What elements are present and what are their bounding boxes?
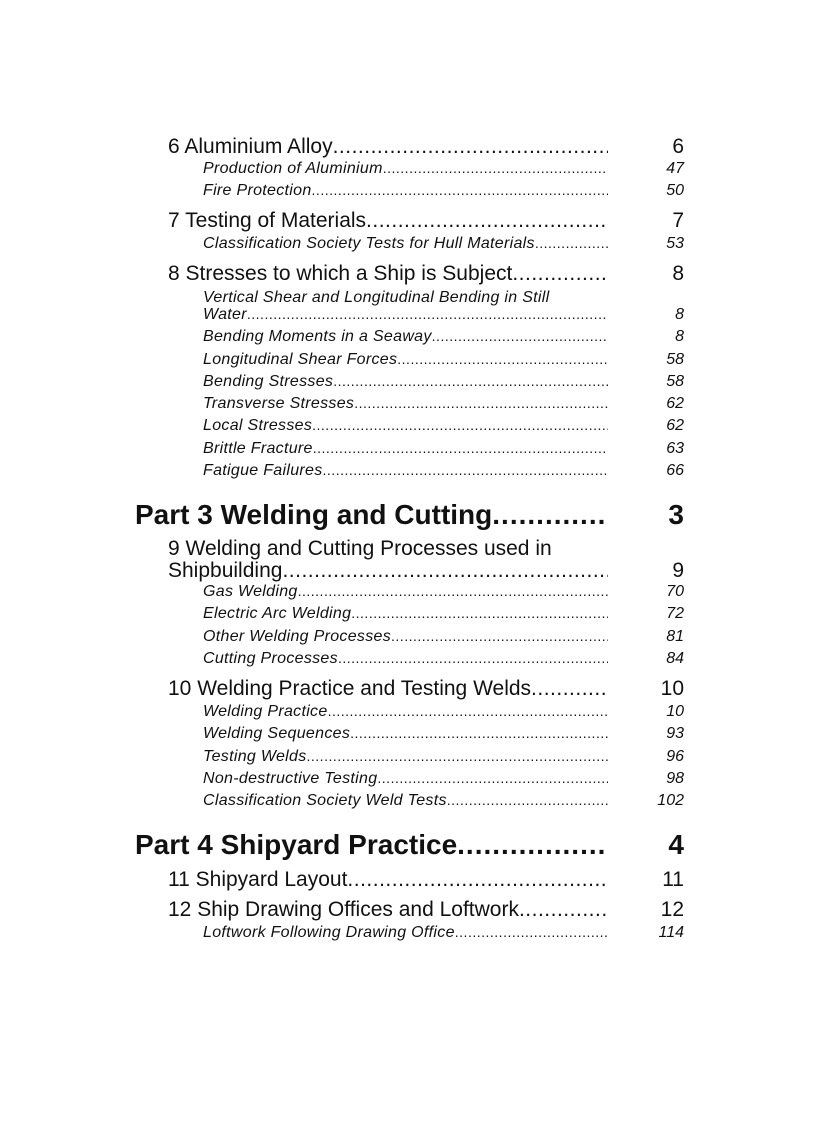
toc-section[interactable] xyxy=(203,328,608,346)
section-page-number: 72 xyxy=(666,605,684,622)
dot-leader xyxy=(492,499,608,531)
chapter-page-number: 9 xyxy=(672,559,684,582)
section-title: Fatigue Failures xyxy=(203,462,323,479)
section-title: Welding Sequences xyxy=(203,725,351,742)
toc-section[interactable] xyxy=(203,703,608,721)
toc-chapter-6[interactable] xyxy=(168,135,608,159)
dot-leader xyxy=(531,677,608,701)
toc-section[interactable] xyxy=(203,306,608,324)
chapter-page-number: 6 xyxy=(672,135,684,158)
dot-leader xyxy=(307,748,608,764)
section-page-number: 70 xyxy=(666,583,684,600)
toc-section[interactable] xyxy=(203,373,608,391)
section-page-number: 8 xyxy=(675,306,684,323)
toc-chapter-11[interactable] xyxy=(168,868,608,892)
toc-section[interactable] xyxy=(203,462,608,480)
toc-section[interactable] xyxy=(203,628,608,646)
chapter-title: Shipbuilding xyxy=(168,559,283,582)
section-title: Brittle Fracture xyxy=(203,440,313,457)
part-page-number: 4 xyxy=(668,829,684,860)
dot-leader xyxy=(377,770,608,786)
part-title: Part 4 Shipyard Practice xyxy=(135,829,458,860)
dot-leader xyxy=(313,440,608,456)
toc-section[interactable] xyxy=(203,395,608,413)
toc-chapter-7[interactable] xyxy=(168,209,608,233)
section-title: Other Welding Processes xyxy=(203,628,392,645)
section-page-number: 81 xyxy=(666,628,684,645)
section-title: Longitudinal Shear Forces xyxy=(203,351,398,368)
toc-part-3[interactable] xyxy=(135,499,608,531)
chapter-page-number: 8 xyxy=(672,262,684,285)
toc-section[interactable] xyxy=(203,792,608,810)
dot-leader xyxy=(247,306,608,322)
part-page-number: 3 xyxy=(668,499,684,530)
toc-section[interactable] xyxy=(203,725,608,743)
dot-leader xyxy=(457,829,608,861)
chapter-title: 8 Stresses to which a Ship is Subject xyxy=(168,262,513,285)
part-title: Part 3 Welding and Cutting xyxy=(135,499,493,530)
section-page-number: 96 xyxy=(666,748,684,765)
toc-section[interactable] xyxy=(203,748,608,766)
section-title: Testing Welds xyxy=(203,748,307,765)
section-title: Local Stresses xyxy=(203,417,313,434)
chapter-page-number: 10 xyxy=(660,677,684,700)
toc-section[interactable] xyxy=(203,440,608,458)
toc-section[interactable] xyxy=(203,351,608,369)
dot-leader xyxy=(535,235,608,251)
dot-leader xyxy=(350,725,608,741)
section-page-number: 102 xyxy=(657,792,684,809)
section-title: Gas Welding xyxy=(203,583,298,600)
section-page-number: 98 xyxy=(666,770,684,787)
section-page-number: 62 xyxy=(666,417,684,434)
toc-section[interactable] xyxy=(203,924,608,942)
dot-leader xyxy=(333,135,608,159)
chapter-title: 7 Testing of Materials xyxy=(168,209,367,232)
dot-leader xyxy=(338,650,608,666)
section-title: Production of Aluminium xyxy=(203,160,383,177)
toc-section[interactable] xyxy=(203,605,608,623)
toc-chapter-10[interactable] xyxy=(168,677,608,701)
section-title: Classification Society Tests for Hull Materials xyxy=(203,235,535,252)
section-page-number: 10 xyxy=(666,703,684,720)
toc-section[interactable] xyxy=(203,770,608,788)
toc-section[interactable] xyxy=(203,583,608,601)
dot-leader xyxy=(455,924,608,940)
section-title-line: Vertical Shear and Longitudinal Bending in Still xyxy=(203,289,550,306)
dot-leader xyxy=(351,605,608,621)
toc-section[interactable] xyxy=(203,235,608,253)
dot-leader xyxy=(328,703,608,719)
toc-section[interactable] xyxy=(203,650,608,668)
section-title: Welding Practice xyxy=(203,703,328,720)
toc-part-4[interactable] xyxy=(135,829,608,861)
dot-leader xyxy=(512,262,608,286)
chapter-title: 6 Aluminium Alloy xyxy=(168,135,333,158)
section-page-number: 63 xyxy=(666,440,684,457)
dot-leader xyxy=(391,628,608,644)
section-page-number: 8 xyxy=(675,328,684,345)
chapter-page-number: 12 xyxy=(660,898,684,921)
chapter-page-number: 7 xyxy=(672,209,684,232)
dot-leader xyxy=(312,182,608,198)
dot-leader xyxy=(312,417,608,433)
section-page-number: 114 xyxy=(658,924,684,941)
section-page-number: 58 xyxy=(666,373,684,390)
dot-leader xyxy=(354,395,608,411)
section-title: Electric Arc Welding xyxy=(203,605,352,622)
dot-leader xyxy=(432,328,608,344)
toc-chapter-9[interactable] xyxy=(168,559,608,583)
chapter-title: 11 Shipyard Layout xyxy=(168,868,348,891)
dot-leader xyxy=(397,351,608,367)
section-title: Bending Moments in a Seaway xyxy=(203,328,432,345)
dot-leader xyxy=(383,160,608,176)
section-page-number: 47 xyxy=(666,160,684,177)
section-page-number: 58 xyxy=(666,351,684,368)
section-page-number: 50 xyxy=(666,182,684,199)
chapter-page-number: 11 xyxy=(662,868,684,891)
dot-leader xyxy=(333,373,608,389)
chapter-title: 10 Welding Practice and Testing Welds xyxy=(168,677,532,700)
dot-leader xyxy=(298,583,608,599)
toc-chapter-12[interactable] xyxy=(168,898,608,922)
section-title: Fire Protection xyxy=(203,182,312,199)
dot-leader xyxy=(366,209,608,233)
section-title: Transverse Stresses xyxy=(203,395,355,412)
toc-section[interactable] xyxy=(203,160,608,178)
dot-leader xyxy=(323,462,608,478)
section-title: Bending Stresses xyxy=(203,373,334,390)
section-title: Non-destructive Testing xyxy=(203,770,378,787)
chapter-title-line: 9 Welding and Cutting Processes used in xyxy=(168,537,552,560)
section-page-number: 66 xyxy=(666,462,684,479)
section-title: Classification Society Weld Tests xyxy=(203,792,447,809)
section-page-number: 53 xyxy=(666,235,684,252)
toc-section[interactable] xyxy=(203,417,608,435)
dot-leader xyxy=(447,792,608,808)
section-page-number: 62 xyxy=(666,395,684,412)
section-title: Loftwork Following Drawing Office xyxy=(203,924,455,941)
section-page-number: 84 xyxy=(666,650,684,667)
chapter-title: 12 Ship Drawing Offices and Loftwork xyxy=(168,898,519,921)
dot-leader xyxy=(347,868,608,892)
toc-chapter-8[interactable] xyxy=(168,262,608,286)
dot-leader xyxy=(519,898,608,922)
section-title: Water xyxy=(203,306,247,323)
section-title: Cutting Processes xyxy=(203,650,338,667)
section-page-number: 93 xyxy=(666,725,684,742)
toc-section[interactable] xyxy=(203,182,608,200)
dot-leader xyxy=(282,559,608,583)
